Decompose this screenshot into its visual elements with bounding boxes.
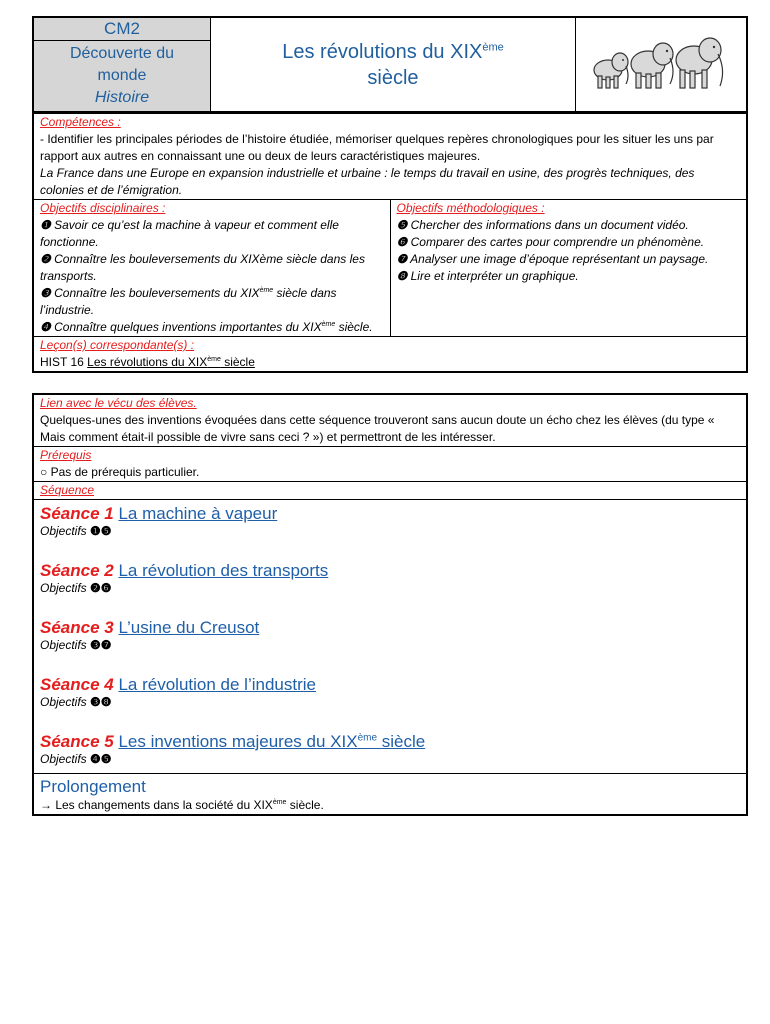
header-table: [32, 16, 748, 113]
seance-link[interactable]: La révolution de l’industrie: [118, 675, 316, 694]
title-part2: siècle: [367, 66, 419, 89]
seance-objectifs-label: Objectifs: [40, 695, 87, 709]
sequence-label: Séquence: [40, 483, 95, 497]
lecon-row: [40, 354, 740, 371]
seance-label: Séance 4: [40, 675, 114, 694]
elephants-icon: [576, 17, 748, 112]
seance-objectifs-numbers: ❸❽: [90, 695, 112, 709]
seance-objectifs-label: Objectifs: [40, 752, 87, 766]
competences-text: - Identifier les principales périodes de l’histoire étudiée, mémoriser quelques repères chronologiques pour les situer les uns par rapport aux autres en connaissant une ou deux de leurs caractéristiques majeures.: [40, 132, 714, 163]
objectif-5: [397, 217, 741, 234]
prerequis-section: [33, 447, 747, 482]
objectif-text: Connaître quelques inventions importantes du XIX: [54, 320, 322, 334]
lien-label: Lien avec le vécu des élèves.: [40, 396, 197, 410]
objectif-text: Analyser une image d’époque représentant un paysage.: [410, 252, 709, 266]
title-sup: ème: [482, 40, 504, 53]
title-part1: Les révolutions du XIX: [282, 40, 483, 63]
objectif-number: ❺: [396, 218, 408, 232]
lecons-label: Leçon(s) correspondante(s) :: [40, 338, 195, 352]
objectif-text: Connaître les bouleversements du XIXème siècle dans les transports.: [40, 252, 365, 283]
seance-label: Séance 2: [40, 561, 114, 580]
seance-1: [40, 504, 740, 539]
seance-link[interactable]: [118, 732, 425, 751]
prolongement-text: [40, 797, 740, 814]
lecon-code: HIST 16: [40, 355, 84, 369]
competences-label: Compétences :: [40, 115, 121, 129]
objectif-number: ❶: [40, 218, 51, 232]
subject-sub: Histoire: [94, 89, 150, 106]
competences-section: [33, 114, 747, 200]
objectif-text-end: siècle dans l’industrie.: [40, 286, 337, 317]
seance-objectifs-numbers: ❹❺: [90, 752, 112, 766]
class-level: CM2: [34, 18, 210, 41]
seance-objectifs-numbers: ❶❺: [90, 524, 112, 538]
sequence-label-cell: [33, 482, 747, 500]
objectif-sup: ème: [259, 287, 274, 294]
seance-objectifs-label: Objectifs: [40, 638, 87, 652]
objectif-number: ❻: [396, 235, 408, 249]
objectif-text-end: siècle.: [335, 320, 373, 334]
seance-link-sup: ème: [357, 732, 378, 744]
lecon-link-text: Les révolutions du XIX: [87, 355, 208, 369]
seance-label: Séance 3: [40, 618, 114, 637]
objectif-1: [40, 217, 384, 251]
objectif-3: [40, 285, 384, 319]
prerequis-text: ○ Pas de prérequis particulier.: [40, 465, 200, 479]
objectifs-methodologiques: [390, 200, 747, 337]
header-level-cell: [33, 17, 211, 112]
seance-link[interactable]: L’usine du Creusot: [118, 618, 260, 637]
objectif-text: Savoir ce qu’est la machine à vapeur et comment elle fonctionne.: [40, 218, 339, 249]
objectif-number: ❷: [40, 252, 51, 266]
subject-line2: monde: [97, 67, 147, 84]
seance-link-text: Les inventions majeures du XIX: [118, 732, 358, 751]
seance-link-end: siècle: [377, 732, 426, 751]
prolongement-text-end: siècle.: [286, 798, 324, 812]
subject: [34, 41, 210, 111]
objectifs-disciplinaires-label: Objectifs disciplinaires :: [40, 201, 166, 215]
seance-objectifs-label: Objectifs: [40, 524, 87, 538]
seance-objectifs-numbers: ❸❼: [90, 638, 112, 652]
objectif-number: ❹: [40, 320, 51, 334]
objectif-text: Lire et interpréter un graphique.: [410, 269, 579, 283]
seance-3: [40, 618, 740, 653]
lecons-section: [33, 337, 747, 373]
objectif-text: Comparer des cartes pour comprendre un phénomène.: [410, 235, 705, 249]
objectif-4: [40, 319, 384, 336]
prolongement-text-start: → Les changements dans la société du XIX: [40, 798, 273, 812]
subject-line1: Découverte du: [69, 45, 175, 62]
lecon-link[interactable]: [87, 355, 255, 369]
competences-theme: La France dans une Europe en expansion industrielle et urbaine : le temps du travail en usine, des progrès techniques, des colonies et de l’émigration.: [40, 166, 695, 197]
seance-label: Séance 1: [40, 504, 114, 523]
page-title: [211, 17, 576, 112]
objectif-sup: ème: [321, 321, 336, 328]
lesson-sheet: [32, 16, 748, 816]
seance-objectifs-label: Objectifs: [40, 581, 87, 595]
objectifs-methodologiques-label: Objectifs méthodologiques :: [396, 201, 545, 215]
objectif-number: ❼: [396, 252, 408, 266]
elephants-drawing: [586, 30, 736, 94]
prolongement-section: [33, 774, 747, 816]
lecon-link-sup: ème: [207, 356, 221, 363]
lien-text: Quelques-unes des inventions évoquées dans cette séquence trouveront sans aucun doute un écho chez les élèves (du type « Mais comment était-il possible de vivre sans ceci ? ») et permettront de les intéresser.: [40, 413, 715, 444]
lecon-link-end: siècle: [220, 355, 255, 369]
objectifs-disciplinaires: [33, 200, 390, 337]
seances-section: [33, 500, 747, 774]
seance-link[interactable]: La machine à vapeur: [118, 504, 278, 523]
objectif-number: ❸: [40, 286, 51, 300]
seance-label: Séance 5: [40, 732, 114, 751]
seance-4: [40, 675, 740, 710]
prerequis-label: Prérequis: [40, 448, 92, 462]
prolongement-sup: ème: [272, 799, 287, 806]
objectif-6: [397, 234, 741, 251]
objectif-8: [397, 268, 741, 285]
objectif-text: Chercher des informations dans un document vidéo.: [410, 218, 689, 232]
objectif-number: ❽: [396, 269, 408, 283]
objectif-7: [397, 251, 741, 268]
prolongement-title: Prolongement: [40, 777, 146, 796]
lien-section: [33, 394, 747, 447]
seance-2: [40, 561, 740, 596]
seance-5: [40, 732, 740, 767]
objectif-text: Connaître les bouleversements du XIX: [54, 286, 260, 300]
seance-link[interactable]: La révolution des transports: [118, 561, 329, 580]
objectif-2: [40, 251, 384, 285]
sequence-table: [32, 393, 748, 816]
seance-objectifs-numbers: ❷❻: [90, 581, 112, 595]
objectives-table: [32, 113, 748, 373]
